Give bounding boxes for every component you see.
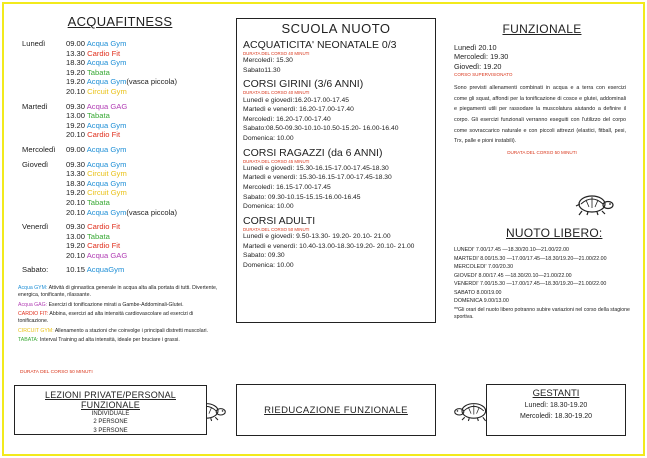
slot-activity: Acqua GAG	[86, 250, 128, 260]
nuoto-libero-line: SABATO 8.00/19.00	[454, 289, 502, 296]
day-slots	[66, 160, 232, 218]
course-line: Domenica: 10.00	[243, 261, 294, 269]
gestanti-line: Lunedì: 18.30-19.20	[524, 402, 588, 409]
slot-activity: Acqua GAG	[86, 101, 128, 111]
day-row	[8, 145, 232, 155]
slot-time: 19.20	[66, 120, 86, 130]
legend-label: CARDIO FIT:	[18, 310, 49, 317]
legend-text: Allenamento a stazioni che coinvolge i principali distretti muscolari.	[54, 327, 208, 334]
slot-time: 20.10	[66, 130, 86, 140]
lezioni-private-line: INDIVIDUALE	[91, 411, 130, 417]
funzionale-column	[448, 22, 636, 155]
day-row	[8, 39, 232, 97]
legend-item	[18, 285, 223, 300]
turtle-icon	[572, 190, 616, 216]
slot-time: 10.15	[66, 265, 86, 275]
acquafitness-duration: DURATA DEL CORSO 50 MINUTI	[20, 370, 93, 375]
day-slots	[66, 102, 232, 140]
course-line: Lunedì e giovedì: 9.50-13.30- 19.20- 20.10- 21.00	[243, 232, 391, 240]
legend-label: CIRCUIT GYM:	[18, 327, 54, 334]
course-line: Mercoledì: 16.15-17.00-17.45	[243, 183, 331, 191]
slot-note: (vasca piccola)	[126, 207, 178, 217]
slot-time: 19.20	[66, 188, 86, 198]
course-title: CORSI GIRINI (3/6 ANNI)	[243, 78, 364, 91]
class-slot	[66, 179, 232, 189]
slot-time: 19.20	[66, 77, 86, 87]
course-title: ACQUATICITA' NEONATALE 0/3	[243, 39, 397, 51]
class-slot	[66, 77, 232, 87]
acquafitness-legend	[8, 285, 223, 344]
slot-activity: Acqua Gym	[86, 77, 127, 87]
day-name: Martedì	[22, 101, 48, 111]
slot-activity: Circuit Gym	[87, 86, 127, 96]
nuoto-libero-line: MERCOLEDI' 7.00/20.30	[454, 264, 514, 270]
day-name: Lunedì	[22, 39, 46, 48]
slot-activity: Tabata	[87, 111, 110, 121]
nuoto-libero-line: MARTEDI' 8.00/15.30 —17.00/17.45—18.30/19.20—21.00/22.00	[454, 255, 607, 262]
funzionale-duration: DURATA DEL CORSO 50 MINUTI	[507, 149, 577, 155]
lezioni-private-line: 2 PERSONE	[93, 419, 128, 426]
slot-time: 09.00	[66, 39, 86, 48]
nuoto-libero-line: DOMENICA 9.00/13.00	[454, 298, 509, 304]
nuoto-libero-title: NUOTO LIBERO:	[506, 226, 603, 240]
gestanti-title: GESTANTI	[532, 388, 580, 399]
day-name: Venerdì	[22, 222, 49, 232]
slot-time: 13.30	[66, 48, 86, 58]
class-slot	[66, 49, 232, 59]
slot-activity: Acqua Gym	[86, 178, 127, 188]
slot-time: 13.00	[66, 231, 86, 241]
acquafitness-schedule	[8, 39, 232, 275]
class-slot	[66, 222, 232, 232]
class-slot	[66, 251, 232, 261]
class-slot	[66, 265, 232, 275]
funzionale-line: Lunedì 20.10	[454, 43, 497, 52]
slot-activity: Acqua Gym	[86, 207, 127, 217]
funzionale-line: Giovedì: 19.20	[454, 61, 502, 71]
class-slot	[66, 232, 232, 242]
lezioni-private-title: LEZIONI PRIVATE/PERSONAL FUNZIONALE	[45, 390, 176, 410]
funzionale-description: Sono previsti allenamenti combinati in acqua e a terra con esercizi come gli squat, affondi per la tonificazione di cosce e glutei, addominali e piegamenti utili per rassodare la muscolatura aiutando a definire il corpo. Gli esercizi funzionali verranno eseguiti con l'utilizzo del corpo come sovraccarico naturale e con piccoli attrezzi (elastici, fitball, pesi, Trx, palle e pioni instabili).	[454, 85, 626, 145]
slot-time: 18.30	[66, 178, 86, 188]
class-slot	[66, 68, 232, 78]
course-line: Lunedì e giovedì:16.20-17.00-17.45	[243, 96, 349, 104]
course-line: Martedì e venerdì: 15.30-16.15-17.00-17.45-18.30	[243, 174, 392, 182]
class-slot	[66, 188, 232, 198]
slot-activity: Acqua Gym	[86, 120, 127, 130]
slot-activity: Tabata	[87, 67, 110, 77]
gestanti-line: Mercoledì: 18.30-19.20	[520, 413, 592, 420]
legend-label: TABATA:	[18, 336, 39, 343]
course-line: Lunedì e giovedì: 15.30-16.15-17.00-17.45-18.30	[243, 164, 389, 172]
slot-activity: AcquaGym	[86, 265, 125, 275]
day-slots	[66, 39, 232, 97]
course-line: Sabato11.30	[243, 66, 281, 74]
course-title: CORSI ADULTI	[243, 214, 316, 227]
lezioni-private-box	[14, 385, 207, 435]
course-line: Martedì e venerdì: 16.20-17.00-17.40	[243, 106, 354, 114]
slot-time: 20.10	[66, 207, 86, 217]
class-slot	[66, 169, 232, 179]
slot-activity: Acqua Gym	[86, 144, 127, 154]
funzionale-title: FUNZIONALE	[502, 22, 582, 36]
nuoto-libero-line: GIOVEDI' 8.00/17.45 —18.30/20.10—21.00/22.00	[454, 272, 572, 279]
course-line: Sabato: 09.30-10.15-15.15-16.00-16.45	[243, 193, 361, 201]
funzionale-line: Mercoledì: 19.30	[454, 52, 509, 62]
slot-time: 20.10	[66, 250, 86, 260]
legend-item	[18, 337, 223, 344]
class-slot	[66, 102, 232, 112]
slot-activity: Acqua Gym	[86, 39, 127, 48]
day-row	[8, 160, 232, 218]
scuola-nuoto-sections	[243, 40, 429, 270]
scuola-nuoto-title: SCUOLA NUOTO	[281, 21, 391, 36]
legend-item	[18, 328, 223, 335]
class-slot	[66, 87, 232, 97]
class-slot	[66, 241, 232, 251]
slot-note: (vasca piccola)	[126, 77, 178, 87]
slot-time: 09.30	[66, 101, 86, 111]
lezioni-private-line: 3 PERSONE	[93, 427, 128, 434]
slot-activity: Cardio Fit	[87, 222, 121, 232]
day-row	[8, 265, 232, 275]
course-line: Mercoledì: 15.30	[243, 57, 293, 65]
nuoto-libero-schedule	[454, 246, 639, 321]
class-slot	[66, 145, 232, 155]
class-slot	[66, 208, 232, 218]
slot-activity: Cardio Fit	[87, 241, 121, 251]
scuola-nuoto-box	[236, 18, 436, 323]
course-line: Mercoledì: 16.20-17.00-17.40	[243, 115, 331, 123]
slot-time: 09.30	[66, 159, 86, 169]
legend-text: Esercizi di tonificazione mirati a Gambe-Addominali-Glutei.	[48, 301, 184, 308]
day-name: Giovedì	[22, 159, 49, 169]
class-slot	[66, 121, 232, 131]
nuoto-libero-line: VENERDI' 7.00/15.30 —17.00/17.45—18.30/19.20—21.00/22.00	[454, 281, 607, 287]
day-slots	[66, 265, 232, 275]
slot-time: 20.10	[66, 197, 86, 207]
slot-activity: Acqua Gym	[86, 58, 127, 68]
slot-time: 13.00	[66, 111, 86, 121]
gestanti-box	[486, 384, 626, 436]
acquafitness-column	[8, 14, 232, 346]
legend-label: Acqua GYM:	[18, 285, 48, 292]
class-slot	[66, 39, 232, 49]
course-line: Domenica: 10.00	[243, 203, 294, 211]
slot-activity: Cardio Fit	[87, 130, 121, 140]
course-duration: DURATA DEL CORSO 45 MINUTI	[243, 158, 310, 164]
nuoto-libero-line: LUNEDI' 7.00/17.45 —18.30/20.10—21.00/22.00	[454, 247, 569, 253]
rieducazione-title: RIEDUCAZIONE FUNZIONALE	[264, 404, 408, 416]
legend-text: Abbina, esercizi ad alta intensità cardiovascolare ad esercizi di tonificazione.	[18, 310, 194, 325]
nuoto-libero-note: **Gli orari del nuoto libero potranno subire variazioni nel corso della stagione sportiva.	[454, 306, 630, 320]
slot-activity: Circuit Gym	[87, 169, 127, 179]
course-duration: DURATA DEL CORSO 40 MINUTI	[243, 90, 310, 96]
slot-time: 09.00	[66, 144, 86, 154]
course-line: Martedì e venerdì: 10.40-13.00-18.30-19.20- 20.10- 21.00	[243, 242, 415, 250]
course-duration: DURATA DEL CORSO 50 MINUTI	[243, 226, 310, 232]
day-slots	[66, 145, 232, 155]
course-title: CORSI RAGAZZI (da 6 ANNI)	[243, 146, 383, 159]
slot-activity: Cardio Fit	[87, 48, 121, 58]
slot-time: 19.20	[66, 241, 86, 251]
slot-time: 18.30	[66, 58, 86, 68]
slot-activity: Tabata	[87, 197, 110, 207]
class-slot	[66, 58, 232, 68]
legend-label: Acqua GAG:	[18, 301, 48, 308]
slot-time: 19.20	[66, 67, 86, 77]
legend-text: Attività di ginnastica generale in acqua alta alla portata di tutti. Divertente, energica, tonificante, rilassante.	[18, 285, 218, 299]
class-slot	[66, 130, 232, 140]
slot-activity: Tabata	[87, 231, 110, 241]
day-row	[8, 102, 232, 140]
rieducazione-box	[236, 384, 436, 436]
legend-text: Interval Training ad alta intensità, ideale per bruciare i grassi.	[39, 336, 180, 343]
course-line: Domenica: 10.00	[243, 134, 294, 142]
course-line: Sabato:08.50-09.30-10.10-10.50-15.20- 16.00-16.40	[243, 125, 399, 133]
class-slot	[66, 111, 232, 121]
slot-activity: Circuit Gym	[87, 188, 127, 198]
slot-activity: Acqua Gym	[86, 159, 127, 169]
slot-time: 09.30	[66, 222, 86, 232]
acquafitness-title: ACQUAFITNESS	[67, 14, 173, 29]
class-slot	[66, 198, 232, 208]
day-name: Mercoledì	[22, 144, 56, 154]
slot-time: 13.30	[66, 169, 86, 179]
class-slot	[66, 160, 232, 170]
slot-time: 20.10	[66, 86, 86, 96]
day-name: Sabato:	[22, 265, 49, 275]
legend-item	[18, 302, 223, 309]
course-line: Sabato: 09.30	[243, 252, 285, 260]
day-slots	[66, 222, 232, 260]
funzionale-supervision: CORSO SUPERVISIONATO	[454, 72, 513, 78]
legend-item	[18, 311, 223, 326]
day-row	[8, 222, 232, 260]
course-duration: DURATA DEL CORSO 40 MINUTI	[243, 51, 310, 56]
